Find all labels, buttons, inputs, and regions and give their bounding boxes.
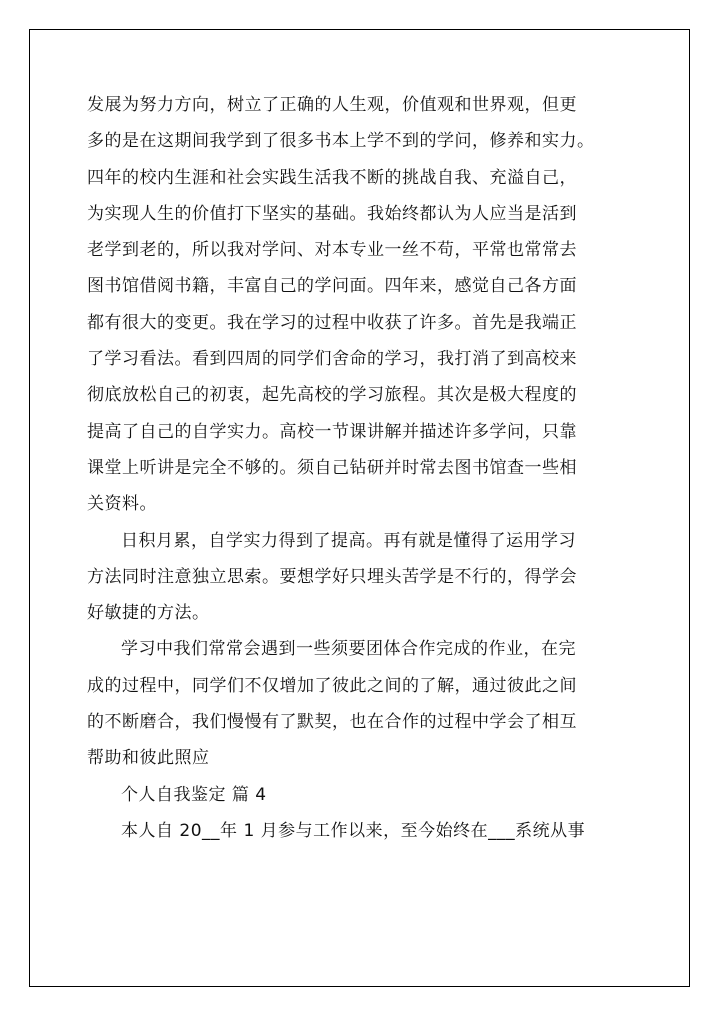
text-line: 提高了自己的自学实力。高校一节课讲解并描述许多学问，只靠 — [87, 421, 577, 442]
text-line: 多的是在这期间我学到了很多书本上学不到的学问，修养和实力。 — [87, 131, 595, 152]
text-line: 关资料。 — [87, 494, 157, 515]
text-line: 都有很大的变更。我在学习的过程中收获了许多。首先是我端正 — [87, 312, 577, 333]
text-line: 课堂上听讲是完全不够的。须自己钻研并时常去图书馆查一些相 — [87, 457, 577, 478]
document-body — [87, 87, 632, 849]
text-line: 帮助和彼此照应 — [87, 748, 210, 769]
text-line: 图书馆借阅书籍，丰富自己的学问面。四年来，感觉自己各方面 — [87, 276, 577, 297]
text-line: 老学到老的，所以我对学问、对本专业一丝不苟，平常也常常去 — [87, 240, 577, 261]
text-line: 彻底放松自己的初衷，起先高校的学习旅程。其次是极大程度的 — [87, 385, 577, 406]
text-line: 发展为努力方向，树立了正确的人生观，价值观和世界观，但更 — [87, 95, 577, 115]
text-line: 了学习看法。看到四周的同学们舍命的学习，我打消了到高校来 — [87, 349, 577, 370]
paragraph-start-line: 学习中我们常常会遇到一些须要团体合作完成的作业，在完 — [121, 639, 576, 660]
text-line: 方法同时注意独立思索。要想学好只埋头苦学是不行的，得学会 — [87, 566, 577, 587]
paragraph-start-line: 日积月累，自学实力得到了提高。再有就是懂得了运用学习 — [121, 530, 576, 551]
text-line: 的不断磨合，我们慢慢有了默契，也在合作的过程中学会了相互 — [87, 712, 577, 733]
text-line: 为实现人生的价值打下坚实的基础。我始终都认为人应当是活到 — [87, 203, 577, 224]
text-line: 四年的校内生涯和社会实践生活我不断的挑战自我、充溢自己， — [87, 167, 577, 188]
text-line: 成的过程中，同学们不仅增加了彼此之间的了解，通过彼此之间 — [87, 675, 577, 696]
section-heading: 个人自我鉴定 篇 4 — [121, 784, 267, 805]
paragraph-start-line: 本人自 20__年 1 月参与工作以来，至今始终在___系统从事 — [121, 820, 586, 841]
text-line: 好敏捷的方法。 — [87, 603, 210, 624]
